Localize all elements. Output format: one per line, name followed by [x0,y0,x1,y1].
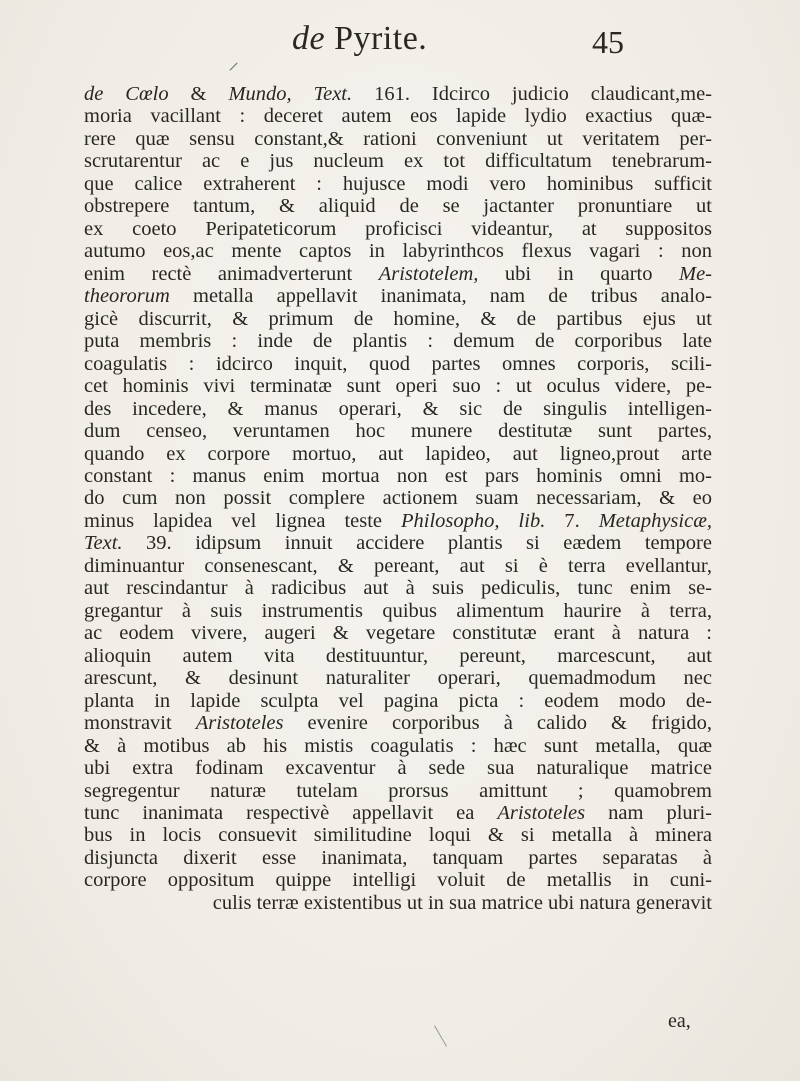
text-line [84,285,712,307]
italic-text: Cœlo [125,83,169,105]
text-line [84,195,712,217]
running-head-prefix: de [292,20,326,57]
text-segment: enim rectè animadverterunt [84,262,379,285]
text-line [84,308,712,330]
running-head-title: Pyrite. [334,20,428,57]
text-segment: cet hominis vivi terminatæ sunt operi suo : ut oculus videre, pe- [84,375,712,398]
text-segment: quando ex corpore mortuo, aut lapideo, aut ligneo,prout arte [84,442,712,465]
text-line [84,735,712,757]
text-line [84,218,712,240]
text-line [84,398,712,420]
text-segment: evenire corporibus à calido & frigido, [283,712,712,735]
text-segment: monstravit [84,712,196,735]
text-line [84,420,712,442]
text-line [84,577,712,599]
text-segment: nam pluri- [585,802,712,824]
text-segment: gregantur à suis instrumentis quibus alimentum haurire à terra, [84,599,712,622]
text-segment [292,83,314,105]
italic-text: Philosopho, [401,509,500,532]
italic-text: Me- [679,262,712,285]
text-segment: ac eodem vivere, augeri & vegetare constitutæ erant à natura : [84,622,712,645]
text-line [84,330,712,352]
text-line [84,375,712,397]
text-line [84,353,712,375]
text-segment: & à motibus ab his mistis coagulatis : hæc sunt metalla, quæ [84,734,712,757]
text-segment: aut rescindantur à radicibus aut à suis pediculis, tunc enim se- [84,577,712,600]
text-line [84,173,712,195]
italic-text: Metaphysicæ, [598,509,712,532]
text-segment: dum censeo, veruntamen hoc munere destitutæ sunt partes, [84,420,712,443]
text-segment: do cum non possit complere actionem suam necessariam, & eo [84,487,712,510]
text-segment: autumo eos,ac mente captos in labyrinthcos flexus vagari : non [84,240,712,263]
text-segment: alioquin autem vita destituuntur, pereunt, marcescunt, aut [84,644,712,667]
text-line [84,824,712,846]
text-line [84,892,712,914]
text-line [84,240,712,262]
page-header [0,20,800,80]
text-segment: ubi extra fodinam excaventur à sede sua naturalique matrice [84,757,712,780]
text-segment: 39. idipsum innuit accidere plantis si eædem tempore [122,532,712,555]
text-segment: scrutarentur ac e jus nucleum ex tot difficultatum tenebrarum- [84,150,712,173]
text-segment: metalla appellavit inanimata, nam de tribus analo- [169,285,712,308]
ink-mark [434,1025,447,1046]
text-line [84,847,712,869]
italic-text: Aristoteles [497,802,586,824]
text-segment: rere quæ sensu constant,& rationi conveniunt ut veritatem per- [84,127,712,150]
italic-text: Aristoteles [195,712,284,735]
text-segment: des incedere, & manus operari, & sic de singulis intelligen- [84,397,712,420]
catchword: ea, [668,1010,691,1032]
text-segment: que calice extraherent : hujusce modi vero hominibus sufficit [84,172,712,195]
body-text [84,83,712,914]
text-segment: diminuantur consenescant, & pereant, aut si è terra evellantur, [84,554,712,577]
text-segment: disjuncta dixerit esse inanimata, tanquam partes separatas à [84,846,712,869]
text-segment: gicè discurrit, & primum de homine, & de partibus ejus ut [84,307,712,330]
italic-text: lib. [518,509,546,532]
text-line [84,780,712,802]
text-segment: obstrepere tantum, & aliquid de se jactanter pronuntiare ut [84,195,712,218]
page-number: 45 [592,24,624,60]
text-segment: ex coeto Peripateticorum proficisci videantur, at suppositos [84,217,712,240]
text-segment [500,510,519,532]
text-line [84,487,712,509]
italic-text: de [84,83,126,105]
corner-mark: ⸝ [228,50,240,75]
italic-text: theororum [84,285,170,308]
text-segment: planta in lapide sculpta vel pagina picta : eodem modo de- [84,689,712,712]
italic-text: Text. [313,83,353,105]
text-line [84,869,712,891]
text-line [84,128,712,150]
text-segment: minus lapidea vel lignea teste [84,509,402,532]
text-segment: corpore oppositum quippe intelligi voluit de metallis in cuni- [84,869,712,892]
text-line [84,622,712,644]
text-line [84,600,712,622]
text-line [84,802,712,824]
italic-text: Aristotelem, [378,262,479,285]
italic-text: Mundo, [228,83,292,105]
text-segment: constant : manus enim mortua non est pars hominis omni mo- [84,464,712,487]
text-segment: bus in locis consuevit similitudine loqui & si metalla à minera [84,824,712,847]
text-segment: puta membris : inde de plantis : demum de corporibus late [84,330,712,353]
italic-text: Text. [84,532,123,555]
text-line [84,510,712,532]
text-line [84,690,712,712]
text-line [84,105,712,127]
text-segment: & [168,83,229,105]
text-segment: moria vacillant : deceret autem eos lapide lydio exactius quæ- [84,105,712,128]
text-segment: 7. [545,509,599,532]
text-line [84,532,712,554]
text-line [84,667,712,689]
text-segment: ubi in quarto [478,262,679,285]
text-line [84,712,712,734]
text-segment: tunc inanimata respectivè appellavit ea [84,802,498,824]
text-segment: arescunt, & desinunt naturaliter operari, quemadmodum nec [84,667,712,690]
running-head [292,20,427,58]
text-line [84,465,712,487]
text-line [84,263,712,285]
text-line [84,645,712,667]
text-segment: coagulatis : idcirco inquit, quod partes omnes corporis, scili- [84,352,712,375]
text-line [84,555,712,577]
text-segment: culis terræ existentibus ut in sua matrice ubi natura generavit [212,891,712,914]
text-segment: 161. Idcirco judicio claudicant,me- [352,83,712,105]
text-line [84,150,712,172]
text-line [84,83,712,105]
text-segment: segregentur naturæ tutelam prorsus amittunt ; quamobrem [84,779,712,802]
text-line [84,443,712,465]
text-line [84,757,712,779]
